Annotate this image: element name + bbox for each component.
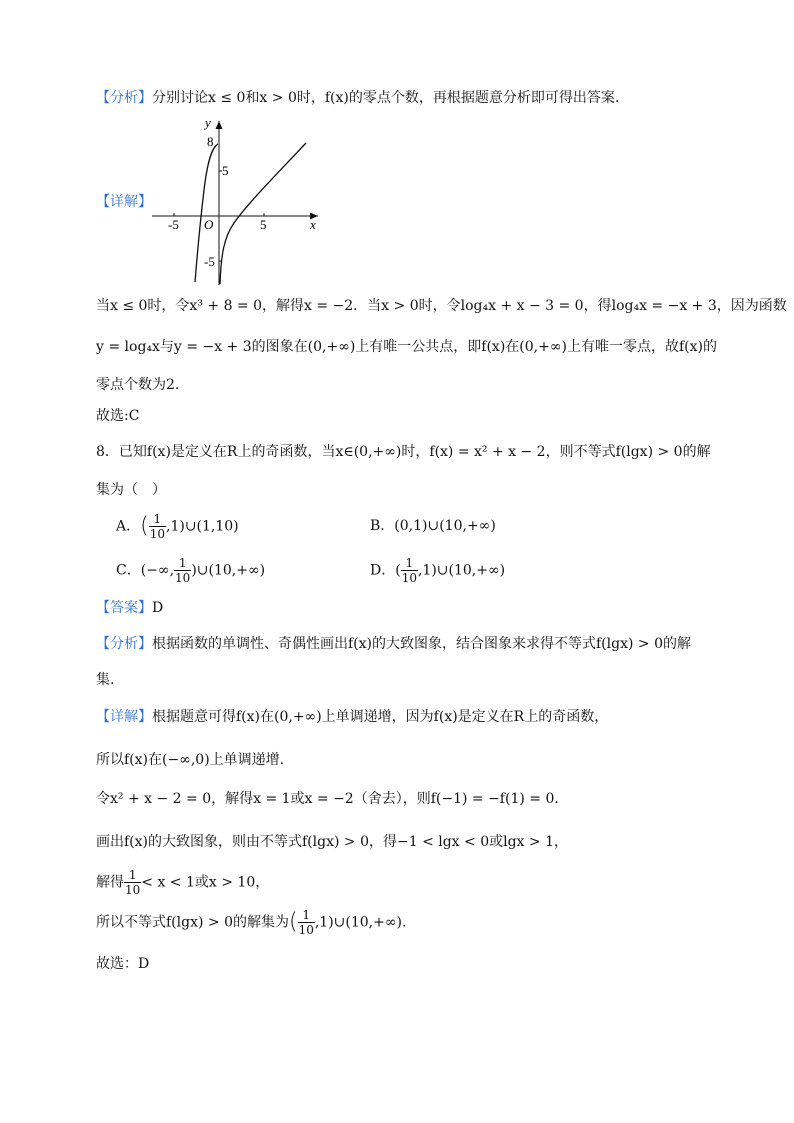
- analysis-1: [96, 88, 619, 108]
- curve-right: [220, 143, 306, 284]
- detail1-line2: y = log₄x与y = −x + 3的图象在(0,+∞)上有唯一公共点，即f(x)在(0,+∞)上有唯一零点，故f(x)的: [96, 339, 717, 355]
- option-c[interactable]: C．(−∞, $\frac{1}{10}$ )∪(10,+∞): [116, 556, 266, 585]
- x-axis-label: x: [310, 217, 316, 232]
- choice-2: 故选：D: [96, 956, 150, 972]
- question8-line2: 集为（ ）: [96, 482, 166, 498]
- detail1-line3: 零点个数为2.: [96, 377, 180, 393]
- answer-2: [96, 598, 163, 618]
- detail2-line4: 画出f(x)的大致图象，则由不等式f(lgx) > 0，得−1 < lgx < 0或lgx > 1，: [96, 834, 568, 850]
- option-d[interactable]: D．( $\frac{1}{10}$ ,1)∪(10,+∞): [370, 556, 506, 585]
- y-axis-arrow: [216, 121, 223, 129]
- fraction: $\frac{1}{10}$: [298, 908, 314, 937]
- detail-tag: 【详解】: [96, 194, 152, 210]
- detail2-line6: 所以不等式f(lgx) > 0的解集为( $\frac{1}{10}$ ,1)∪(10,+∞).: [96, 908, 407, 937]
- origin-label: O: [204, 217, 214, 232]
- detail-2: 【详解】根据题意可得f(x)在(0,+∞)上单调递增，因为f(x)是定义在R上的奇函数，: [96, 709, 609, 725]
- choice-1: 故选:C: [96, 408, 140, 424]
- analysis-tag: 【分析】: [96, 636, 152, 652]
- x-tick-label-neg5: -5: [168, 217, 179, 232]
- fraction: $\frac{1}{10}$: [401, 556, 417, 585]
- question8-line1: 8．已知f(x)是定义在R上的奇函数，当x∈(0,+∞)时，f(x) = x² + x − 2，则不等式f(lgx) > 0的解: [96, 444, 711, 460]
- detail1-line1: 当x ≤ 0时，令x³ + 8 = 0，解得x = −2．当x > 0时，令log₄x + x − 3 = 0，得log₄x = −x + 3，因为函数: [96, 298, 787, 314]
- answer-tag: 【答案】: [96, 600, 152, 616]
- function-graph: [148, 115, 328, 290]
- x-tick-label-5: 5: [260, 217, 267, 232]
- y-tick-label-neg5: -5: [204, 254, 215, 269]
- y-tick-label-8: 8: [207, 134, 214, 149]
- analysis-2: 【分析】根据函数的单调性、奇偶性画出f(x)的大致图象，结合图象来求得不等式f(lgx) > 0的解: [96, 636, 691, 652]
- option-a[interactable]: A．( $\frac{1}{10}$ ,1)∪(1,10): [116, 512, 239, 541]
- analysis-text: 分别讨论x ≤ 0和x > 0时，f(x)的零点个数，再根据题意分析即可得出答案.: [152, 90, 620, 106]
- fraction: $\frac{1}{10}$: [175, 556, 191, 585]
- analysis-tag: 【分析】: [96, 90, 152, 106]
- y-axis-label: y: [205, 115, 211, 130]
- detail-tag-1: [96, 192, 152, 212]
- y-tick-label-5: 5: [222, 163, 229, 178]
- answer-text: D: [152, 600, 164, 616]
- detail2-line5: 解得 $\frac{1}{10}$ < x < 1或x > 10，: [96, 868, 270, 897]
- option-b[interactable]: B．(0,1)∪(10,+∞): [370, 518, 496, 534]
- fraction: $\frac{1}{10}$: [149, 512, 165, 541]
- analysis2-line2: 集.: [96, 672, 115, 688]
- detail-tag: 【详解】: [96, 709, 152, 725]
- detail2-line3: 令x² + x − 2 = 0，解得x = 1或x = −2（舍去），则f(−1) = −f(1) = 0．: [96, 791, 569, 807]
- fraction: $\frac{1}{10}$: [125, 868, 141, 897]
- detail2-line2: 所以f(x)在(−∞,0)上单调递增.: [96, 752, 285, 768]
